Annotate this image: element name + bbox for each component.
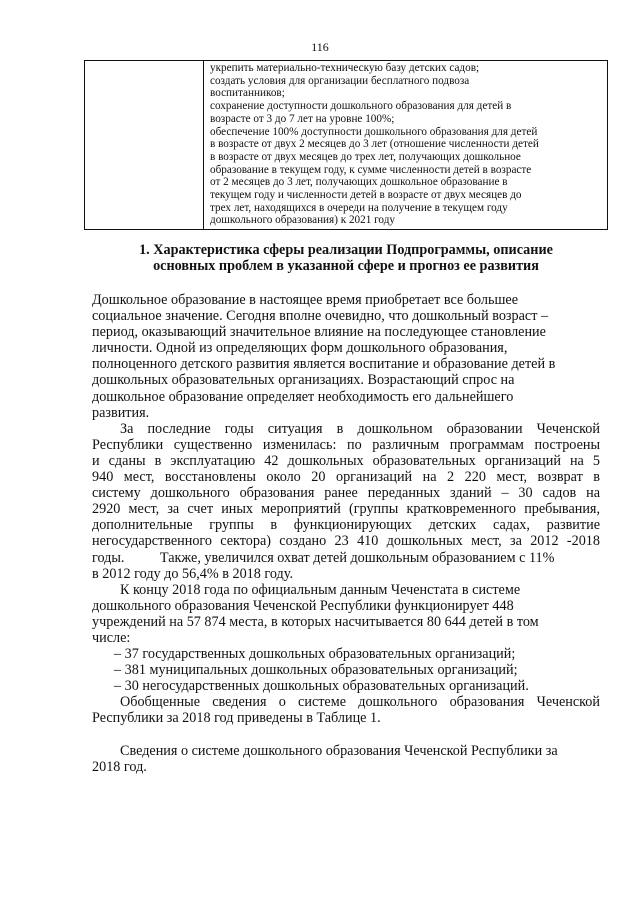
- text-line: дошкольного образования Чеченской Республики функционирует 448: [92, 597, 514, 614]
- page-number: 116: [311, 40, 329, 54]
- table-caption: [92, 743, 600, 775]
- text-line: За последние годы ситуация в дошкольном образовании Чеченской: [120, 420, 600, 437]
- text-line: дополнительные группы в функционирующих детских садах, развитие: [92, 517, 600, 534]
- organization-list: [92, 646, 600, 694]
- heading-line: основных проблем в указанной сфере и прогноз ее развития: [153, 258, 539, 275]
- text-line: 2920 мест, за счет иных мероприятий (группы кратковременного пребывания,: [92, 501, 600, 518]
- table-cell-line: сохранение доступности дошкольного образования для детей в: [210, 100, 512, 113]
- text-line: дошкольное образование определяет необходимость его дальнейшего: [92, 388, 514, 405]
- table-cell-line: обеспечение 100% доступности дошкольного образования для детей: [210, 125, 538, 138]
- text-line: полноценного детского развития является воспитание и образование детей в: [92, 356, 556, 373]
- text-line: в 2012 году до 56,4% в 2018 году.: [92, 565, 293, 582]
- table-cell-line: создать условия для организации бесплатного подвоза: [210, 74, 470, 87]
- spacer: [92, 727, 600, 743]
- table-cell-line: образование в текущем году, к сумме численности детей в возрасте: [210, 163, 532, 176]
- table-cell-line: в возрасте от двух месяцев до трех лет, получающих дошкольное: [210, 150, 521, 163]
- text-line: Обобщенные сведения о системе дошкольного образования Чеченской: [120, 694, 600, 711]
- text-line: 940 мест, восстановлены около 20 организаций на 2 220 мест, возврат в: [92, 469, 600, 486]
- text-line: систему дошкольного образования ранее переданных зданий – 30 садов на: [92, 485, 600, 502]
- text-line: личности. Одной из определяющих форм дошкольного образования,: [92, 340, 508, 357]
- text-line: и сданы в эксплуатацию 42 дошкольных образовательных организаций на 5: [92, 452, 600, 469]
- list-item: – 30 негосударственных дошкольных образовательных организаций.: [114, 678, 529, 695]
- table-cell-line: воспитанников;: [210, 87, 285, 100]
- list-item: – 37 государственных дошкольных образовательных организаций;: [114, 646, 516, 663]
- table-row: [85, 61, 608, 230]
- paragraph-intro: [92, 292, 600, 421]
- text-line: К концу 2018 года по официальным данным Чеченстата в системе: [120, 581, 521, 598]
- table-cell-line: текущем году и численности детей в возрасте от двух месяцев до: [210, 189, 522, 202]
- text-line: Сведения о системе дошкольного образования Чеченской Республики за: [120, 742, 558, 759]
- text-line: Республики существенно изменилась: по различным программам построены: [92, 436, 600, 453]
- list-item: – 381 муниципальных дошкольных образовательных организаций;: [114, 662, 518, 679]
- table-cell-empty: [85, 61, 204, 230]
- text-line: 2018 год.: [92, 758, 147, 775]
- text-line: числе:: [92, 629, 131, 646]
- table-cell-text: [204, 61, 608, 230]
- text-line: негосударственного сектора) создано 23 410 дошкольных мест, за 2012 -2018: [92, 533, 600, 550]
- table-cell-line: трех лет, находящихся в очереди на получение в текущем году: [210, 201, 508, 214]
- body-text: [92, 292, 600, 775]
- table-cell-line: возрасте от 3 до 7 лет на уровне 100%;: [210, 112, 395, 125]
- table-cell-line: укрепить материально-техническую базу детских садов;: [210, 62, 480, 74]
- paragraph-end-2018: [92, 582, 600, 646]
- text-line: Республики за 2018 год приведены в Таблице 1.: [92, 710, 381, 727]
- continued-table: [84, 60, 608, 230]
- table-cell-line: дошкольного образования) к 2021 году: [210, 214, 395, 227]
- text-line: дошкольных образовательных организациях. Возрастающий спрос на: [92, 372, 515, 389]
- table-cell-line: в возрасте от двух 2 месяцев до 3 лет (отношение численности детей: [210, 138, 539, 151]
- table-cell-line: от 2 месяцев до 3 лет, получающих дошкольное образование в: [210, 176, 508, 189]
- heading-line: 1. Характеристика сферы реализации Подпрограммы, описание: [139, 242, 553, 258]
- text-line: годы. Также, увеличился охват детей дошкольным образованием с 11%: [92, 549, 555, 566]
- paragraph-recent-years: [92, 421, 600, 582]
- text-line: развития.: [92, 404, 150, 421]
- paragraph-summary: [92, 694, 600, 726]
- section-heading: [84, 243, 608, 275]
- text-line: Дошкольное образование в настоящее время приобретает все большее: [92, 292, 519, 308]
- text-line: социальное значение. Сегодня вполне очевидно, что дошкольный возраст –: [92, 308, 549, 325]
- text-line: период, оказывающий значительное влияние на последующее становление: [92, 324, 546, 341]
- text-line: учреждений на 57 874 места, в которых насчитывается 80 644 детей в том: [92, 613, 539, 630]
